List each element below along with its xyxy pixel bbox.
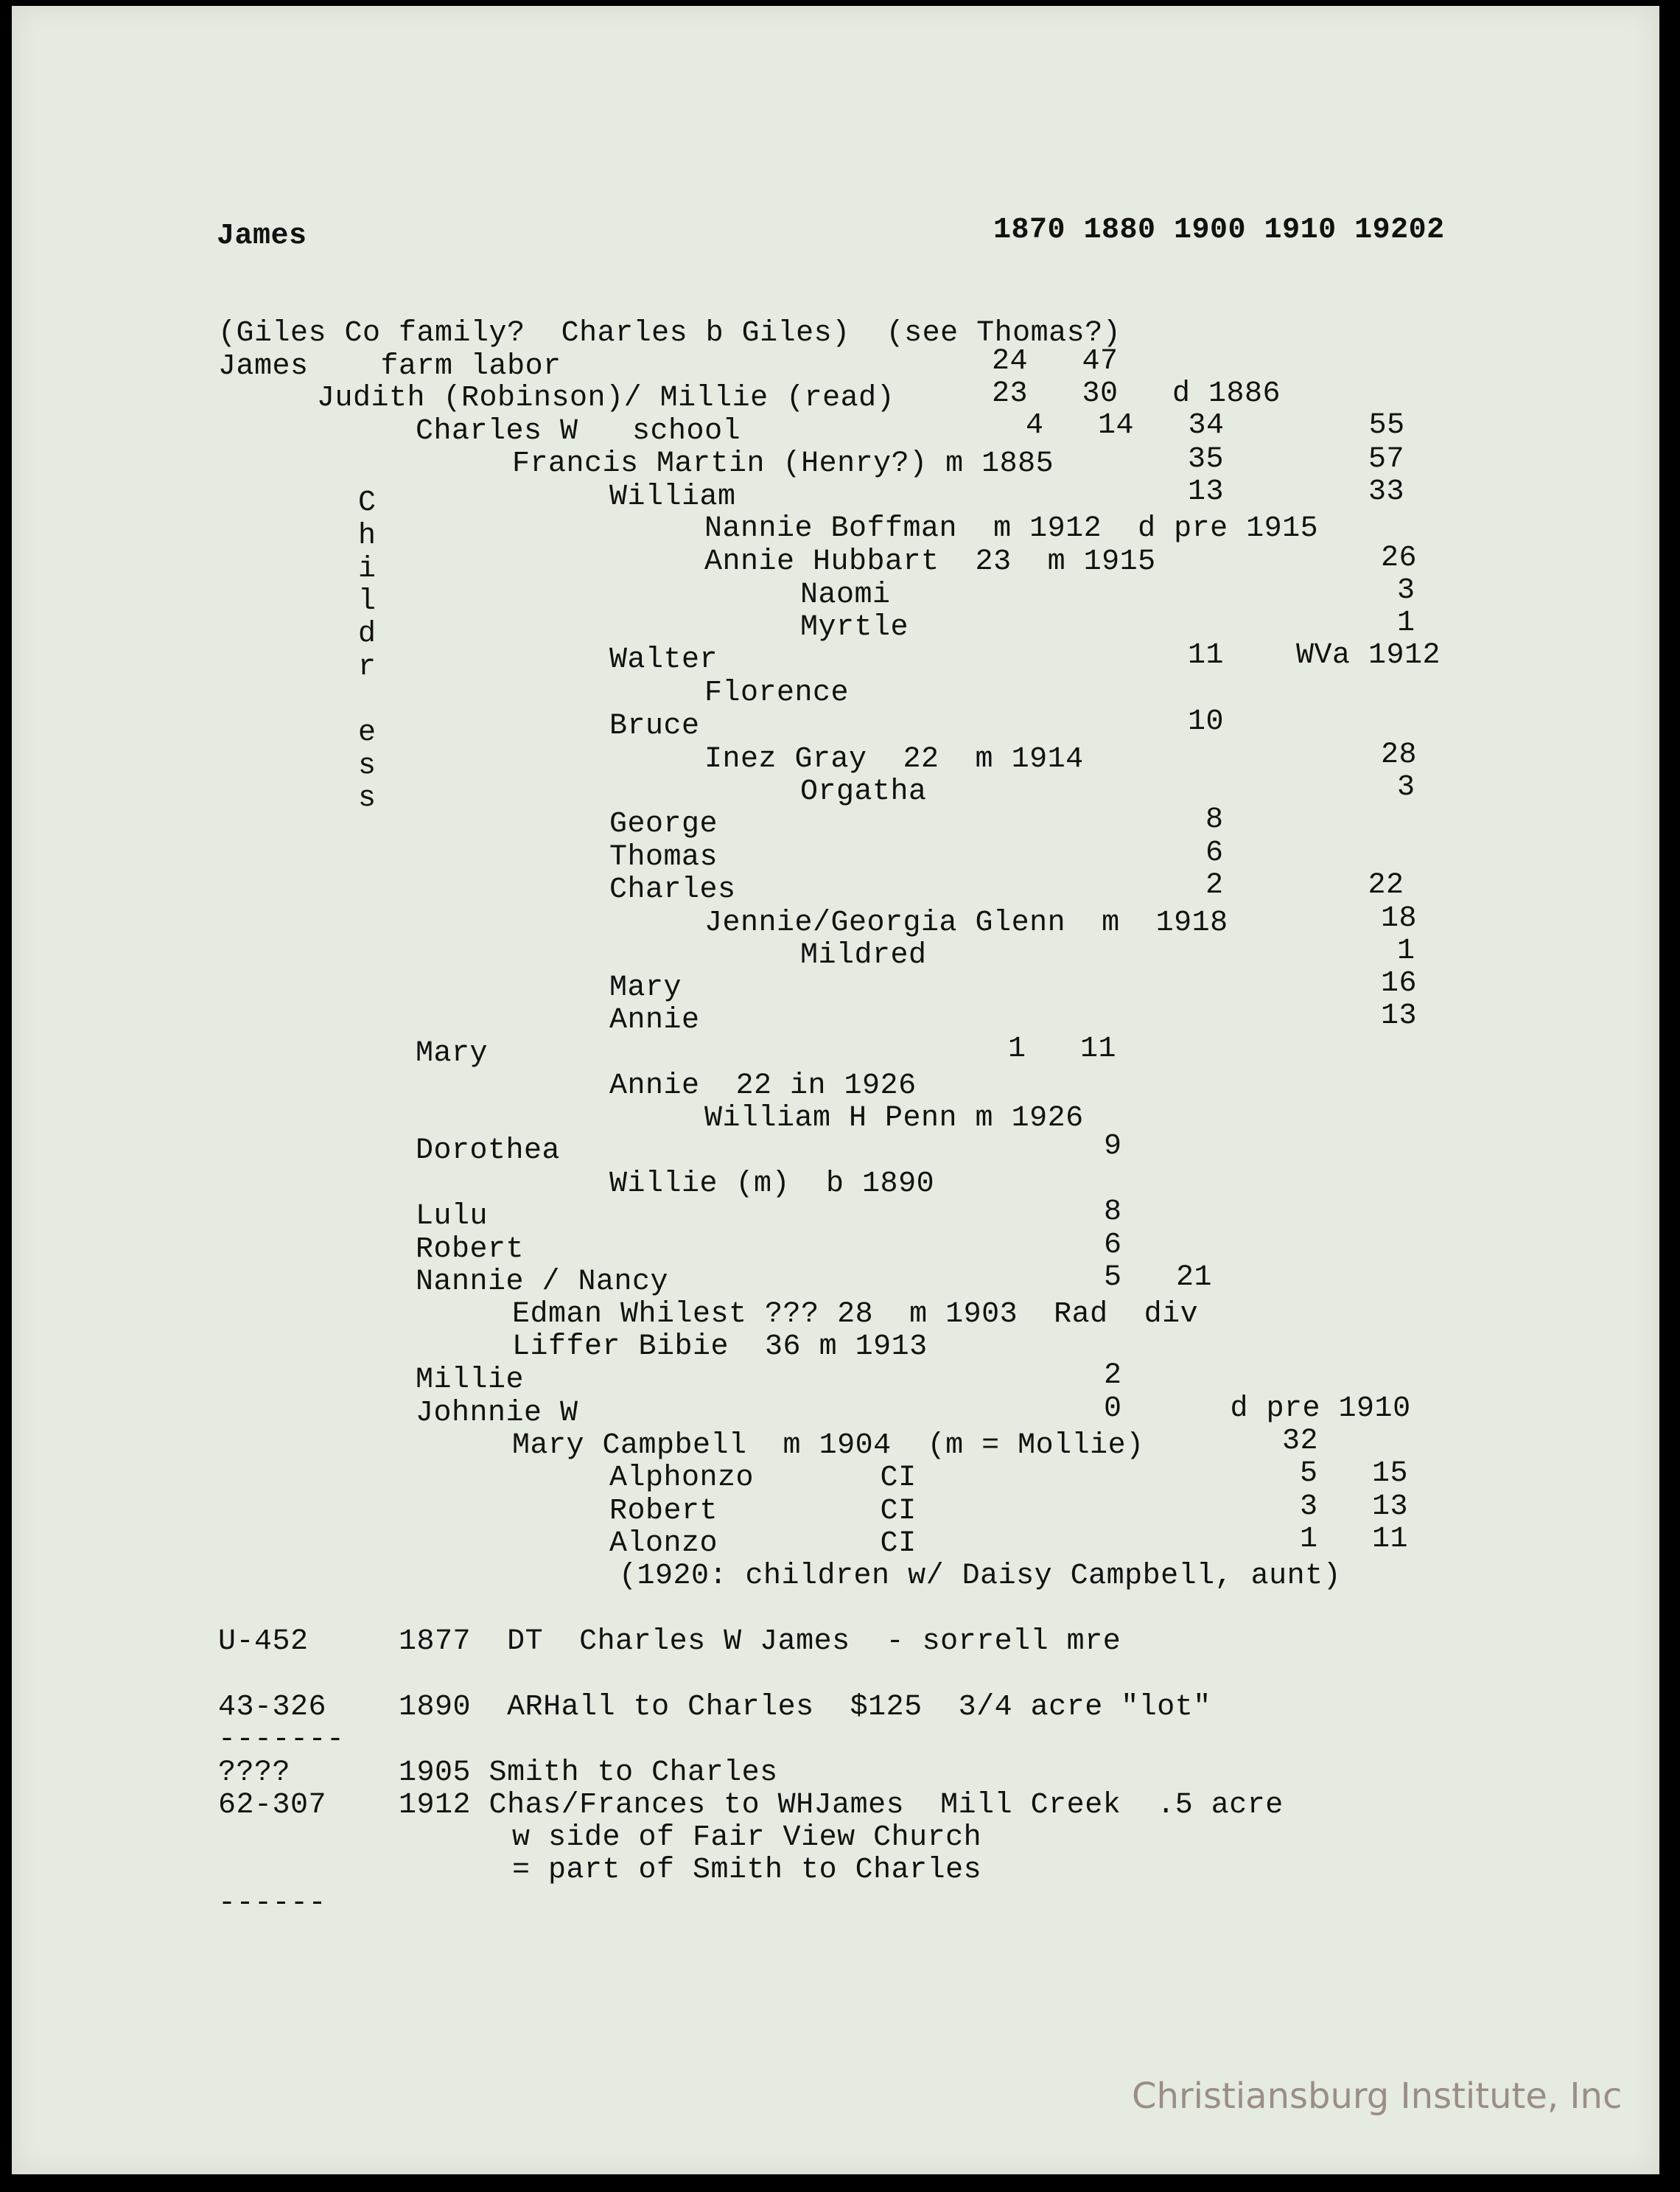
text-line: 3: [1397, 771, 1415, 804]
text-line: Nannie Boffman m 1912 d pre 1915: [704, 512, 1319, 545]
text-line: Willie (m) b 1890: [609, 1167, 935, 1201]
text-line: 43-326 1890 ARHall to Charles $125 3/4 acre "lot": [218, 1691, 1211, 1724]
text-line: Myrtle: [800, 611, 909, 644]
text-line: 32: [1282, 1425, 1319, 1458]
text-line: 1 11: [1008, 1033, 1117, 1066]
text-line: 24 47: [992, 345, 1119, 378]
text-line: Nannie / Nancy: [416, 1266, 669, 1299]
text-line: Charles: [609, 873, 736, 907]
text-line: Bruce: [609, 710, 700, 743]
census-year-header: 1870 1880 1900 1910 19202: [993, 214, 1445, 247]
text-line: Walter: [609, 643, 718, 677]
text-line: Orgatha: [800, 775, 927, 809]
text-line: 1 11: [1300, 1523, 1409, 1556]
text-line: 13: [1381, 999, 1418, 1033]
text-line: Alphonzo CI: [609, 1462, 917, 1495]
text-line: Thomas: [609, 841, 718, 874]
text-line: (1920: children w/ Daisy Campbell, aunt): [619, 1560, 1342, 1593]
text-line: ------: [218, 1887, 327, 1920]
text-line: 13 33: [1188, 475, 1405, 509]
text-line: 8: [1104, 1196, 1122, 1229]
text-line: Mary Campbell m 1904 (m = Mollie): [512, 1429, 1144, 1462]
text-line: U-452 1877 DT Charles W James - sorrell mre: [218, 1625, 1121, 1658]
text-line: 28: [1381, 739, 1418, 772]
text-line: 5 21: [1104, 1261, 1213, 1294]
text-line: 5 15: [1300, 1457, 1409, 1490]
text-line: -------: [218, 1723, 345, 1756]
text-line: Judith (Robinson)/ Millie (read): [317, 382, 895, 415]
text-line: Jennie/Georgia Glenn m 1918: [704, 907, 1228, 940]
text-line: 16: [1381, 967, 1418, 1000]
text-line: 2 22: [1205, 869, 1404, 902]
text-line: 1: [1397, 935, 1415, 968]
document-page: [12, 6, 1659, 2174]
text-line: = part of Smith to Charles: [512, 1854, 982, 1887]
text-line: 62-307 1912 Chas/Frances to WHJames Mill Creek .5 acre: [218, 1789, 1284, 1822]
text-line: William: [609, 481, 736, 514]
text-line: Alonzo CI: [609, 1527, 917, 1560]
text-line: ???? 1905 Smith to Charles: [218, 1756, 778, 1790]
text-line: 23 30 d 1886: [992, 377, 1281, 411]
text-line: 26: [1381, 542, 1418, 575]
text-line: Liffer Bibie 36 m 1913: [512, 1330, 928, 1364]
text-line: Dorothea: [416, 1134, 561, 1167]
vertical-letter: i: [358, 553, 377, 586]
text-line: 3: [1397, 574, 1415, 607]
text-line: 8: [1205, 803, 1224, 837]
text-line: 0 d pre 1910: [1104, 1392, 1411, 1425]
vertical-letter: r: [358, 651, 377, 684]
vertical-letter: d: [358, 618, 377, 651]
text-line: 9: [1104, 1130, 1122, 1163]
text-line: George: [609, 808, 718, 841]
text-line: Annie 22 in 1926: [609, 1069, 917, 1103]
text-line: Millie: [416, 1364, 525, 1397]
text-line: Mary: [416, 1037, 489, 1070]
text-line: Annie: [609, 1004, 700, 1037]
vertical-letter: e: [358, 716, 377, 750]
text-line: Robert CI: [609, 1495, 917, 1528]
text-line: Naomi: [800, 579, 891, 612]
text-line: 1: [1397, 607, 1415, 640]
text-line: Robert: [416, 1233, 525, 1266]
text-line: 2: [1104, 1359, 1122, 1392]
vertical-letter: l: [358, 585, 377, 618]
text-line: 11 WVa 1912: [1188, 639, 1441, 672]
text-line: Lulu: [416, 1200, 489, 1233]
text-line: William H Penn m 1926: [704, 1102, 1084, 1135]
text-line: 6: [1104, 1229, 1122, 1262]
text-line: Mildred: [800, 939, 927, 972]
text-line: 6: [1205, 837, 1224, 870]
text-line: w side of Fair View Church: [512, 1821, 982, 1854]
text-line: James farm labor: [218, 350, 561, 383]
text-line: Johnnie W: [416, 1397, 578, 1430]
text-line: Mary: [609, 971, 682, 1005]
text-line: Charles W school: [416, 415, 741, 448]
text-line: 35 57: [1188, 443, 1405, 476]
vertical-letter: h: [358, 520, 377, 553]
text-line: Annie Hubbart 23 m 1915: [704, 545, 1156, 579]
text-line: 18: [1381, 902, 1418, 935]
vertical-letter: s: [358, 782, 377, 815]
text-line: Francis Martin (Henry?) m 1885: [512, 447, 1054, 481]
family-surname: James: [217, 220, 307, 253]
text-line: (Giles Co family? Charles b Giles) (see Thomas?): [218, 317, 1121, 350]
vertical-letter: s: [358, 750, 377, 783]
text-line: Edman Whilest ??? 28 m 1903 Rad div: [512, 1298, 1199, 1331]
text-line: 3 13: [1300, 1490, 1409, 1523]
text-line: 10: [1188, 705, 1225, 739]
text-line: 4 14 34 55: [1026, 409, 1405, 442]
text-line: Inez Gray 22 m 1914: [704, 743, 1084, 776]
vertical-letter: C: [358, 486, 377, 520]
watermark-text: Christiansburg Institute, Inc: [1132, 2076, 1623, 2117]
text-line: Florence: [704, 677, 850, 710]
